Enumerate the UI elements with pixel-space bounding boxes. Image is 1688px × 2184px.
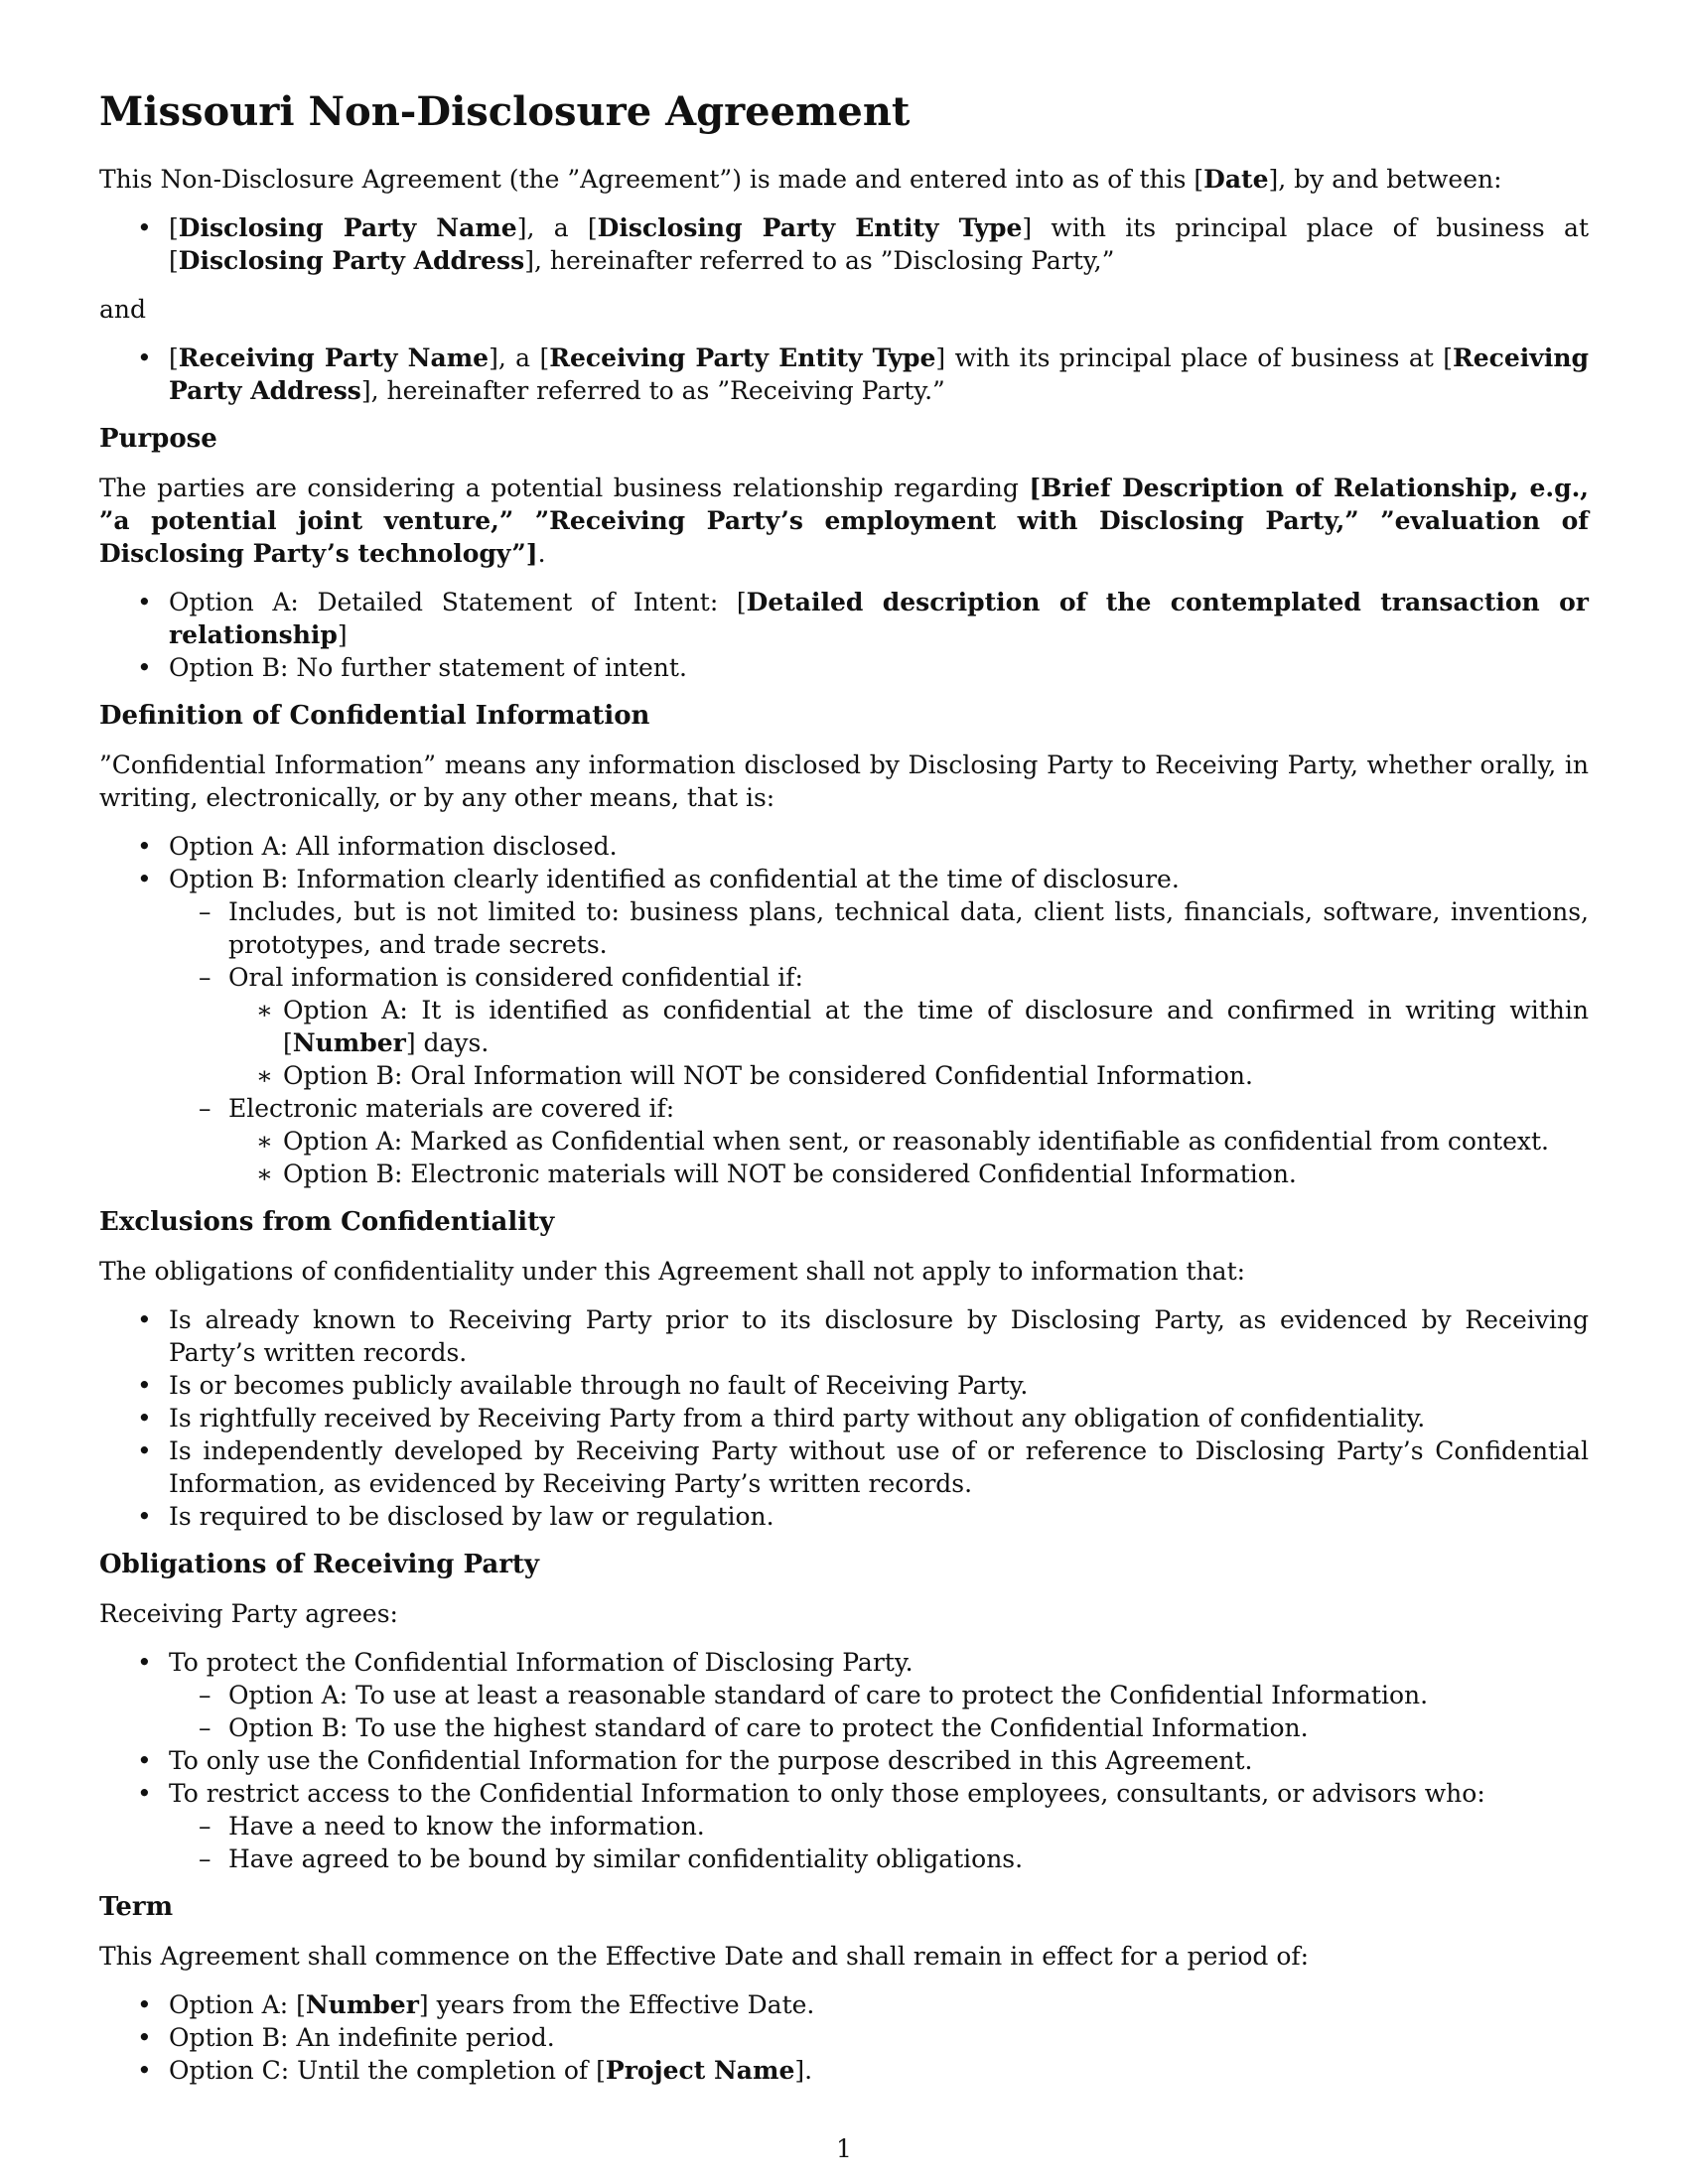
term-heading: Term <box>99 1892 174 1922</box>
option-text: ] years from the Effective Date. <box>418 1990 815 2019</box>
intro-paragraph <box>99 163 1589 196</box>
option-text: ]. <box>794 2056 813 2085</box>
option-text: Oral information is considered confidential if: <box>228 963 803 992</box>
option-text: Option A: It is identified as confidential at the time of disclosure and confirmed in writing within [ <box>283 996 1589 1057</box>
obligations-list <box>99 1646 1589 1875</box>
exclusions-paragraph: The obligations of confidentiality under this Agreement shall not apply to information that: <box>99 1257 1246 1286</box>
includes-item: – Includes, but is not limited to: business plans, technical data, client lists, financials, software, inventions, prototypes, and trade secrets. <box>169 895 1589 961</box>
definition-paragraph: ”Confidential Information” means any information disclosed by Disclosing Party to Receiving Party, whether orally, in writing, electronically, or by any other means, that is: <box>99 751 1589 812</box>
exclusion-item: • Is or becomes publicly available through no fault of Receiving Party. <box>99 1369 1589 1402</box>
receiving-address-placeholder: Receiving Party Address <box>169 343 1589 405</box>
number-placeholder: Number <box>305 1990 419 2019</box>
date-placeholder: Date <box>1203 165 1269 194</box>
bracket-text: [ <box>169 343 179 372</box>
term-paragraph: This Agreement shall commence on the Effective Date and shall remain in effect for a period of: <box>99 1942 1310 1971</box>
disclosing-name-placeholder: Disclosing Party Name <box>178 213 517 242</box>
option-text: ] days. <box>405 1028 490 1057</box>
list-text: ], hereinafter referred to as ”Receiving Party.” <box>360 376 945 405</box>
option-text: Electronic materials are covered if: <box>228 1094 675 1123</box>
obligations-paragraph: Receiving Party agrees: <box>99 1599 398 1628</box>
disclosing-type-placeholder: Disclosing Party Entity Type <box>597 213 1023 242</box>
restrict-item: – Have agreed to be bound by similar confidentiality obligations. <box>169 1843 1589 1875</box>
exclusion-item: • Is rightfully received by Receiving Party from a third party without any obligation of confidentiality. <box>99 1402 1589 1434</box>
restrict-item: – Have a need to know the information. <box>169 1810 1589 1843</box>
exclusion-item: • Is independently developed by Receiving Party without use of or reference to Disclosing Party’s Confidential Information, as evidenced by Receiving Party’s written records. <box>99 1434 1589 1500</box>
intro-text: This Non-Disclosure Agreement (the ”Agreement”) is made and entered into as of this [ <box>99 165 1204 194</box>
project-name-placeholder: Project Name <box>605 2056 795 2085</box>
definition-sublist <box>169 895 1589 1190</box>
term-option-a <box>99 1988 1589 2021</box>
document-title: Missouri Non-Disclosure Agreement <box>99 88 911 135</box>
list-text: ] with its principal place of business at [ <box>169 213 1589 275</box>
transaction-placeholder: Detailed description of the contemplated transaction or relationship <box>169 588 1589 649</box>
term-option-b: • Option B: An indefinite period. <box>99 2021 1589 2054</box>
obligation-use: • To only use the Confidential Information for the purpose described in this Agreement. <box>99 1744 1589 1777</box>
definition-option-a: • Option A: All information disclosed. <box>99 830 1589 863</box>
and-text: and <box>99 295 147 324</box>
definition-heading: Definition of Confidential Information <box>99 701 650 731</box>
disclosing-party-list <box>99 211 1589 277</box>
purpose-text: The parties are considering a potential business relationship regarding <box>99 474 1030 502</box>
term-options <box>99 1988 1589 2087</box>
obligation-restrict <box>99 1777 1589 1875</box>
exclusions-heading: Exclusions from Confidentiality <box>99 1207 555 1237</box>
option-text: Option A: Detailed Statement of Intent: [ <box>169 588 747 616</box>
disclosing-address-placeholder: Disclosing Party Address <box>178 246 525 275</box>
obligations-heading: Obligations of Receiving Party <box>99 1550 540 1579</box>
oral-option-a <box>228 994 1589 1059</box>
receiving-name-placeholder: Receiving Party Name <box>178 343 490 372</box>
obligation-protect <box>99 1646 1589 1744</box>
list-text: ], a [ <box>516 213 598 242</box>
protect-option-a: – Option A: To use at least a reasonable standard of care to protect the Confidential Information. <box>169 1679 1589 1711</box>
electronic-options <box>228 1125 1589 1190</box>
purpose-options <box>99 586 1589 684</box>
relationship-placeholder: [Brief Description of Relationship, e.g., ”a potential joint venture,” ”Receiving Party’s employment with Disclosing Party,” ”evaluation of Disclosing Party’s technology”] <box>99 474 1589 568</box>
option-text: Option B: Information clearly identified as confidential at the time of disclosure. <box>169 865 1180 893</box>
purpose-option-a <box>99 586 1589 651</box>
purpose-option-b: • Option B: No further statement of intent. <box>99 651 1589 684</box>
term-option-c <box>99 2054 1589 2087</box>
oral-item <box>169 961 1589 1092</box>
receiving-type-placeholder: Receiving Party Entity Type <box>549 343 936 372</box>
oral-option-b: ∗ Option B: Oral Information will NOT be considered Confidential Information. <box>228 1059 1589 1092</box>
restrict-options <box>169 1810 1589 1875</box>
exclusion-item: • Is already known to Receiving Party prior to its disclosure by Disclosing Party, as evidenced by Receiving Party’s written records. <box>99 1303 1589 1369</box>
list-text: ], hereinafter referred to as ”Disclosing Party,” <box>524 246 1115 275</box>
disclosing-party-item <box>99 211 1589 277</box>
option-text: To restrict access to the Confidential Information to only those employees, consultants, or advisors who: <box>169 1779 1485 1808</box>
definition-option-b <box>99 863 1589 1190</box>
purpose-paragraph <box>99 472 1589 570</box>
option-text: To protect the Confidential Information of Disclosing Party. <box>169 1648 914 1677</box>
receiving-party-list <box>99 341 1589 407</box>
protect-options <box>169 1679 1589 1744</box>
list-text: ] with its principal place of business at [ <box>935 343 1453 372</box>
intro-text-end: ], by and between: <box>1268 165 1502 194</box>
receiving-party-item <box>99 341 1589 407</box>
page-number: 1 <box>836 2134 852 2163</box>
option-text: ] <box>337 620 348 649</box>
bracket-text: [ <box>169 213 179 242</box>
electronic-option-b: ∗ Option B: Electronic materials will NOT be considered Confidential Information. <box>228 1158 1589 1190</box>
oral-options <box>228 994 1589 1092</box>
purpose-text-end: . <box>537 539 546 568</box>
definition-options <box>99 830 1589 1190</box>
exclusions-list <box>99 1303 1589 1533</box>
option-text: Option A: [ <box>169 1990 306 2019</box>
exclusion-item: • Is required to be disclosed by law or regulation. <box>99 1500 1589 1533</box>
protect-option-b: – Option B: To use the highest standard of care to protect the Confidential Information. <box>169 1711 1589 1744</box>
electronic-option-a: ∗ Option A: Marked as Confidential when sent, or reasonably identifiable as confidential from context. <box>228 1125 1589 1158</box>
option-text: Option C: Until the completion of [ <box>169 2056 606 2085</box>
purpose-heading: Purpose <box>99 424 217 454</box>
electronic-item <box>169 1092 1589 1190</box>
number-placeholder: Number <box>292 1028 406 1057</box>
document-page <box>99 87 1589 2103</box>
list-text: ], a [ <box>489 343 550 372</box>
